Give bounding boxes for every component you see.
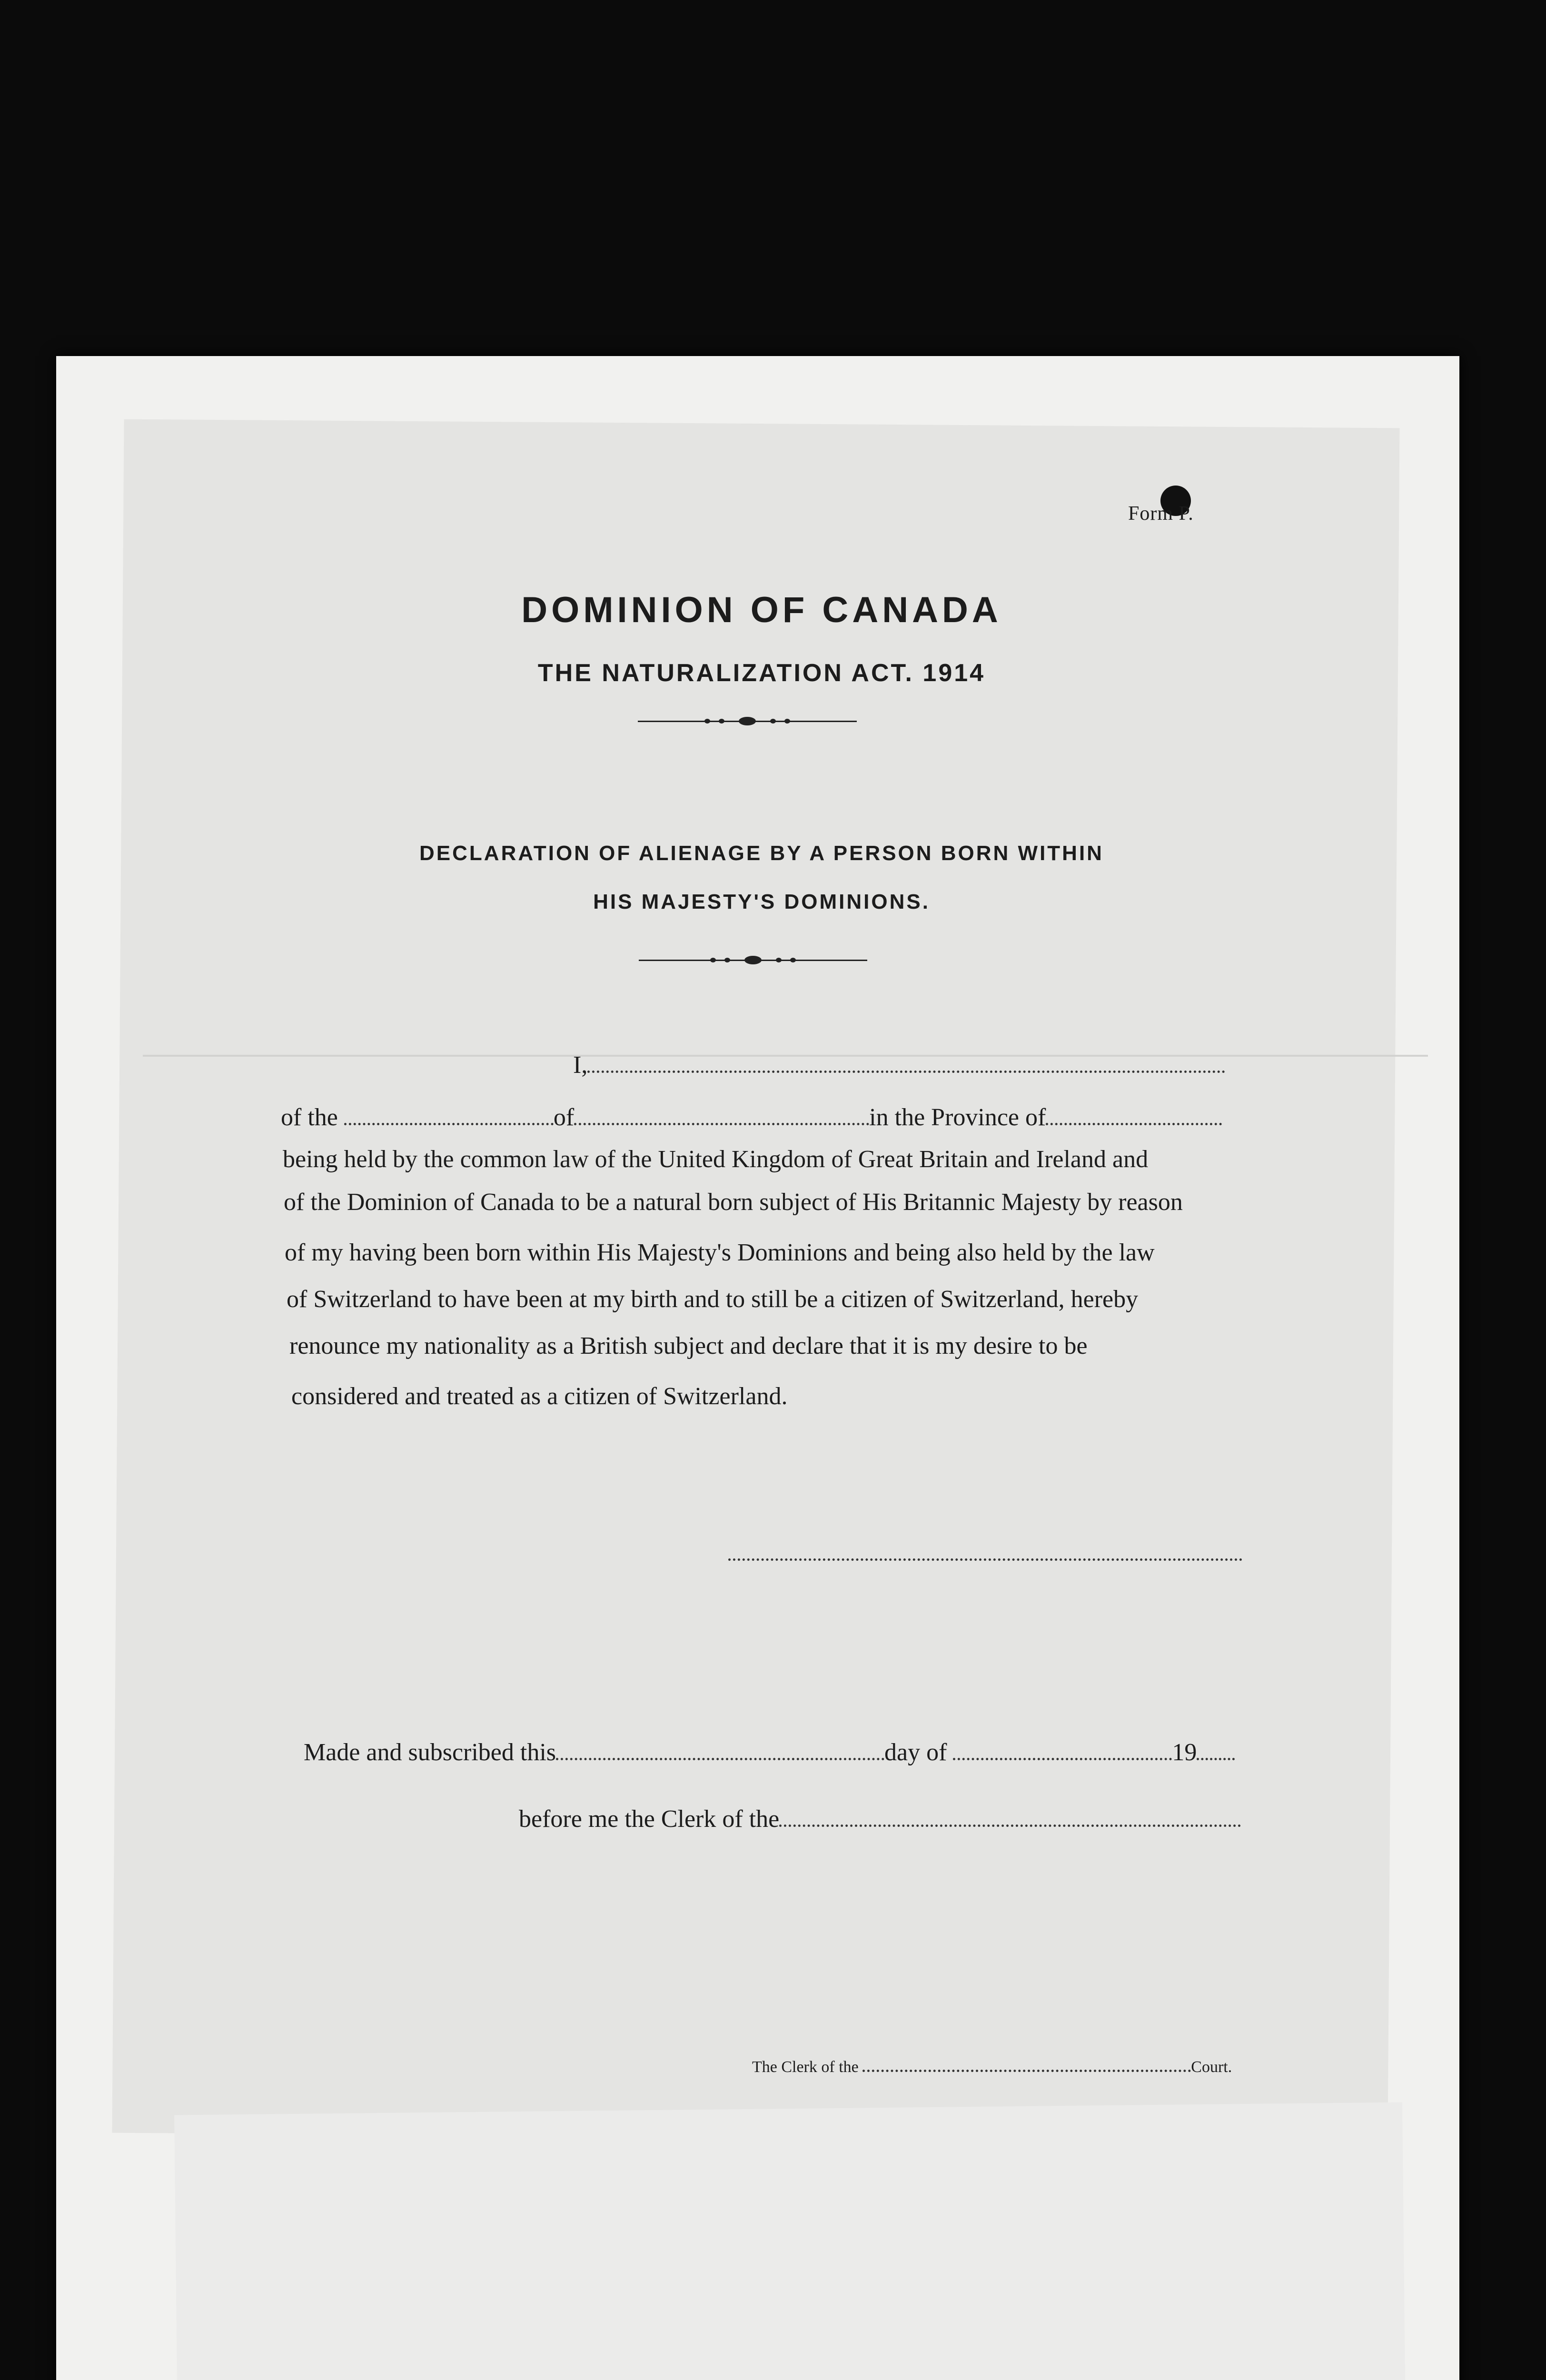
clerk-line [752, 2057, 1232, 2076]
declarant-name-blank [587, 1051, 1225, 1073]
ornament-rule-top [638, 714, 857, 728]
occupation-blank [344, 1104, 554, 1125]
day-blank [556, 1739, 884, 1760]
form-label: Form P. [1128, 503, 1194, 525]
declaration-title: DECLARATION OF ALIENAGE BY A PERSON BORN WITHIN [419, 842, 1104, 865]
body-line-2: of the Dominion of Canada to be a natural born subject of His Britannic Majesty by reason [284, 1189, 1183, 1216]
subscribed-line [304, 1738, 1235, 1766]
body-line-4: of Switzerland to have been at my birth and to still be a citizen of Switzerland, hereby [287, 1286, 1139, 1313]
clerk-label: The Clerk of the [752, 2058, 859, 2076]
province-blank [1046, 1104, 1222, 1125]
body-line-3: of my having been born within His Majesty's Dominions and being also held by the law [285, 1239, 1155, 1266]
body-line-5: renounce my nationality as a British subject and declare that it is my desire to be [289, 1332, 1088, 1359]
before-me-label: before me the Clerk of the [519, 1805, 780, 1833]
act-title: THE NATURALIZATION ACT. 1914 [537, 659, 986, 687]
before-me-line [519, 1805, 1241, 1833]
clerk-court-blank [862, 2057, 1191, 2072]
place-blank [574, 1104, 869, 1125]
year-prefix: 19 [1172, 1739, 1197, 1766]
body-line-6: considered and treated as a citizen of Switzerland. [291, 1383, 788, 1410]
year-blank [1197, 1739, 1235, 1760]
province-label: in the Province of [869, 1104, 1046, 1131]
month-blank [953, 1739, 1172, 1760]
declarant-i-label: I, [573, 1051, 588, 1079]
body-line-1: being held by the common law of the United Kingdom of Great Britain and Ireland and [283, 1146, 1149, 1173]
court-blank [779, 1805, 1241, 1827]
court-label: Court. [1191, 2058, 1232, 2076]
of-the-label: of the [281, 1104, 338, 1131]
page-title: DOMINION OF CANADA [521, 590, 1002, 630]
signature-blank [728, 1539, 1242, 1561]
declarant-line [573, 1051, 1225, 1079]
of-label: of [553, 1104, 575, 1131]
residence-line [281, 1103, 1222, 1131]
made-subscribed-label: Made and subscribed this [304, 1739, 556, 1766]
day-of-label: day of [884, 1739, 947, 1766]
ornament-rule-bottom [639, 953, 867, 967]
lower-sheet [174, 2102, 1406, 2380]
declaration-title-line2: HIS MAJESTY'S DOMINIONS. [593, 890, 930, 913]
